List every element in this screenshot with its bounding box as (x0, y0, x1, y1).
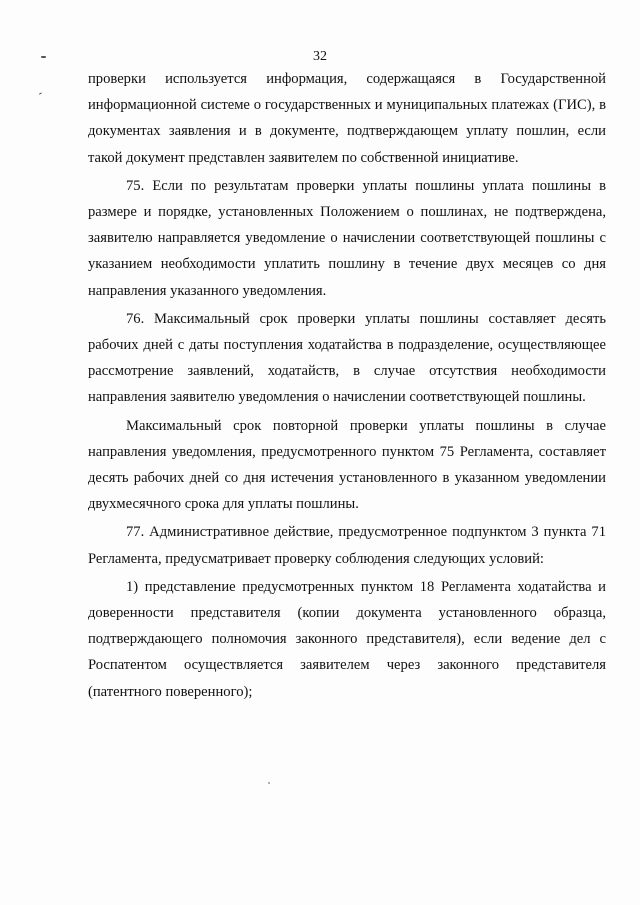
page-number: 32 (313, 49, 327, 64)
scan-artifact (268, 782, 270, 784)
paragraph-76: 76. Максимальный срок проверки уплаты пошлины составляет десять рабочих дней с даты поступления ходатайства в подразделение, осуществляющее рассмотрение заявлений, ходатайств, в случае отсутствия необходимости направления заявителю уведомления о начислении соответствующей пошлины. (88, 310, 606, 406)
paragraph-77-item-1: 1) представление предусмотренных пунктом 18 Регламента ходатайства и доверенности представителя (копии документа установленного образца, подтверждающего полномочия законного представителя), если ведение дел с Роспатентом осуществляется заявителем через законного представителя (патентного поверенного); (88, 578, 606, 700)
paragraph-76-repeat-check: Максимальный срок повторной проверки уплаты пошлины в случае направления уведомления, предусмотренного пунктом 75 Регламента, составляет десять рабочих дней со дня истечения установленного в указанном уведомлении двухмесячного срока для уплаты пошлины. (88, 417, 606, 513)
paragraph-75: 75. Если по результатам проверки уплаты пошлины уплата пошлины в размере и порядке, установленных Положением о пошлинах, не подтверждена, заявителю направляется уведомление о начислении соответствующей пошлины с указанием необходимости уплатить пошлину в течение двух месяцев со дня направления указанного уведомления. (88, 177, 606, 299)
scan-artifact (39, 92, 42, 95)
document-body (88, 66, 606, 705)
paragraph-continuation: проверки используется информация, содержащаяся в Государственной информационной системе о государственных и муниципальных платежах (ГИС), в документах заявления и в документе, подтверждающем уплату пошлин, если такой документ представлен заявителем по собственной инициативе. (88, 71, 606, 166)
paragraph-77: 77. Административное действие, предусмотренное подпунктом 3 пункта 71 Регламента, предусматривает проверку соблюдения следующих условий: (88, 524, 606, 567)
